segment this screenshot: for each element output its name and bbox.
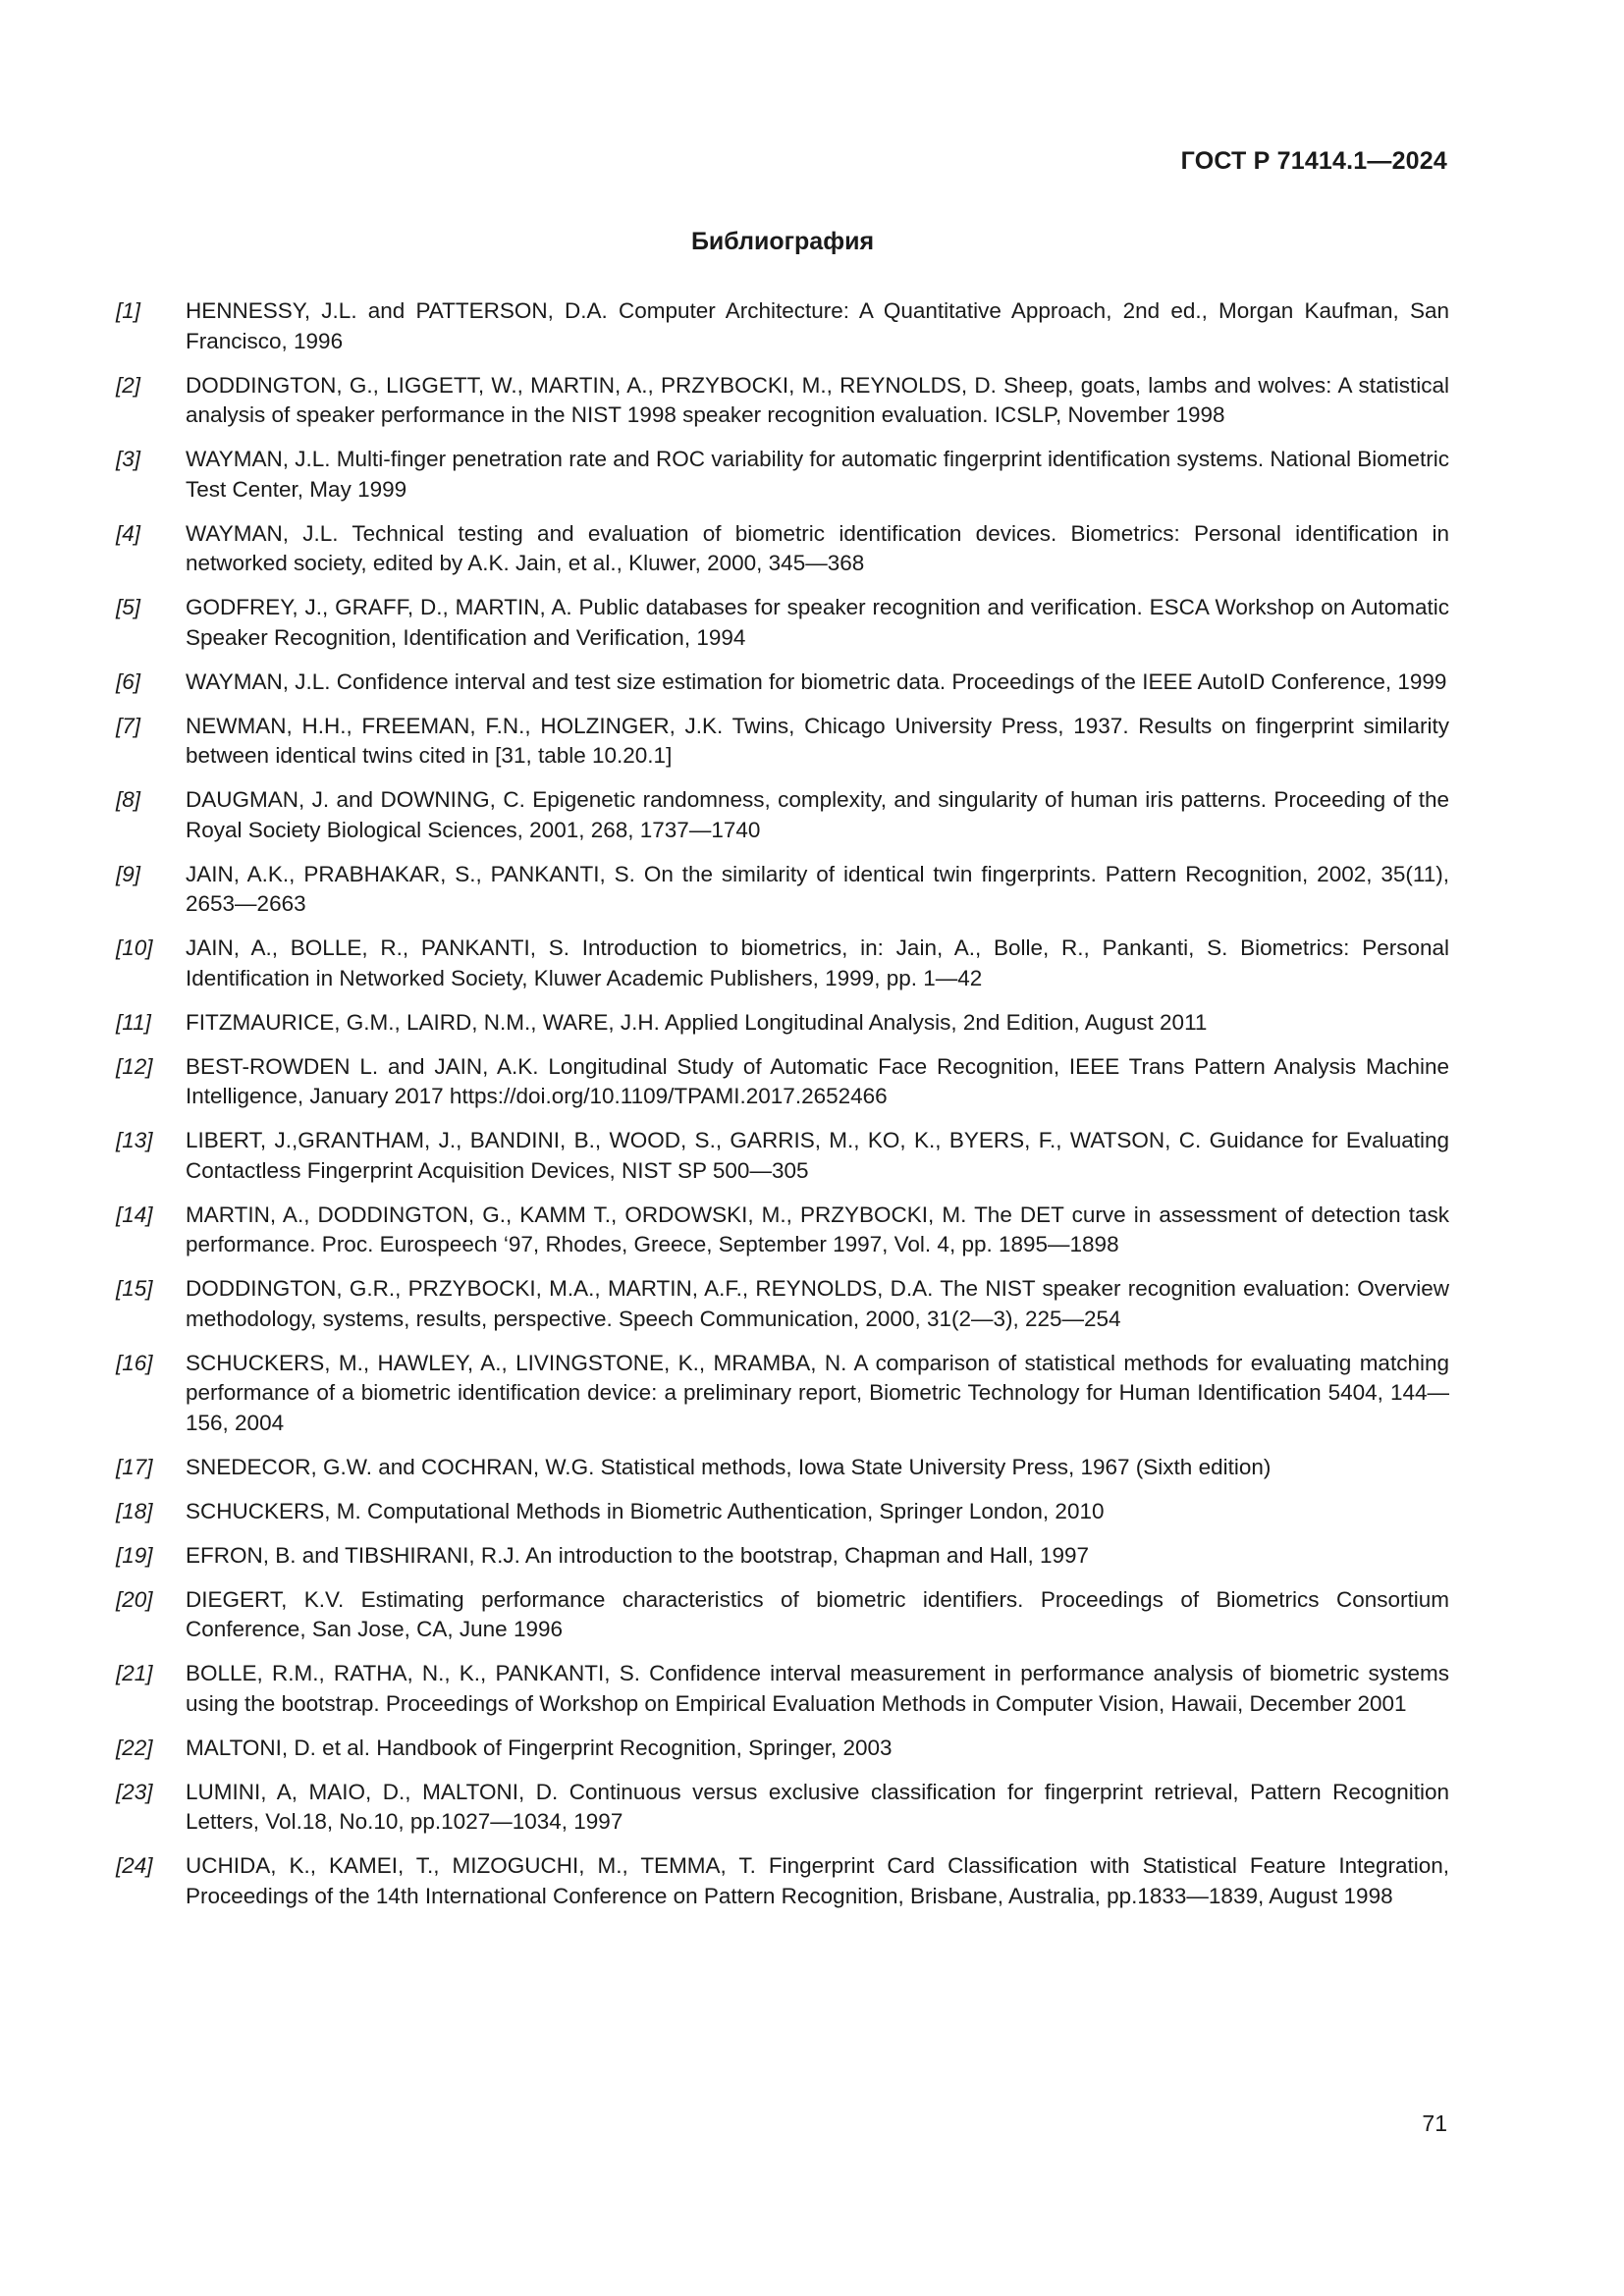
entry-text: WAYMAN, J.L. Multi-finger penetration rate and ROC variability for automatic fingerprint identification systems. National Biometric Test Center, May 1999 [186, 447, 1449, 502]
entry-number: [7] [116, 713, 141, 738]
entry-text: HENNESSY, J.L. and PATTERSON, D.A. Computer Architecture: A Quantitative Approach, 2nd ed., Morgan Kaufman, San Francisco, 1996 [186, 298, 1449, 353]
entry-text: GODFREY, J., GRAFF, D., MARTIN, A. Public databases for speaker recognition and verification. ESCA Workshop on Automatic Speaker Recognition, Identification and Verification, 1994 [186, 595, 1449, 650]
entry-number: [19] [116, 1542, 153, 1568]
entry-text: WAYMAN, J.L. Technical testing and evaluation of biometric identification devices. Biometrics: Personal identification in networked society, edited by A.K. Jain, et al., Kluwer, 2000, 345—368 [186, 520, 1449, 575]
entry-text: LUMINI, A, MAIO, D., MALTONI, D. Continuous versus exclusive classification for fingerprint retrieval, Pattern Recognition Letters, Vol.18, No.10, pp.1027—1034, 1997 [186, 1779, 1449, 1834]
entry-number: [11] [116, 1009, 151, 1035]
entry-number: [14] [116, 1201, 153, 1227]
entry-text: NEWMAN, H.H., FREEMAN, F.N., HOLZINGER, J.K. Twins, Chicago University Press, 1937. Results on fingerprint similarity between identical twins cited in [31, table 10.20.1] [186, 713, 1449, 768]
bibliography-entry [116, 1126, 1449, 1186]
bibliography-entry [116, 296, 1449, 356]
bibliography-entry [116, 371, 1449, 431]
bibliography-entry [116, 1851, 1449, 1911]
bibliography-entry [116, 785, 1449, 845]
bibliography-entry [116, 1349, 1449, 1439]
entry-text: LIBERT, J.,GRANTHAM, J., BANDINI, B., WOOD, S., GARRIS, M., KO, K., BYERS, F., WATSON, C. Guidance for Evaluating Contactless Fingerprint Acquisition Devices, NIST SP 500—305 [186, 1128, 1449, 1183]
page-number: 71 [1422, 2110, 1447, 2136]
bibliography-entry [116, 1585, 1449, 1645]
bibliography-entry [116, 667, 1449, 698]
bibliography-entry [116, 519, 1449, 579]
entry-number: [5] [116, 595, 141, 619]
bibliography-entry [116, 1008, 1449, 1039]
entry-number: [21] [116, 1661, 153, 1685]
entry-text: EFRON, B. and TIBSHIRANI, R.J. An introduction to the bootstrap, Chapman and Hall, 1997 [186, 1542, 1090, 1568]
entry-number: [4] [116, 520, 141, 546]
entry-text: MALTONI, D. et al. Handbook of Fingerprint Recognition, Springer, 2003 [186, 1735, 893, 1760]
bibliography-entry [116, 712, 1449, 772]
entry-number: [2] [116, 372, 141, 398]
bibliography-entry [116, 1274, 1449, 1334]
section-title: Библиография [690, 228, 875, 255]
entry-text: JAIN, A.K., PRABHAKAR, S., PANKANTI, S. On the similarity of identical twin fingerprints. Pattern Recognition, 2002, 35(11), 2653—2663 [186, 861, 1449, 916]
entry-number: [22] [116, 1735, 153, 1760]
entry-number: [8] [116, 787, 141, 812]
entry-number: [15] [116, 1276, 153, 1301]
entry-number: [13] [116, 1128, 153, 1152]
bibliography-entry [116, 1052, 1449, 1112]
document-code: ГОСТ Р 71414.1—2024 [1180, 147, 1447, 175]
entry-number: [9] [116, 861, 141, 886]
bibliography-entry [116, 1201, 1449, 1260]
bibliography-entry [116, 593, 1449, 653]
entry-number: [20] [116, 1586, 153, 1612]
entry-text: SCHUCKERS, M., HAWLEY, A., LIVINGSTONE, K., MRAMBA, N. A comparison of statistical methods for evaluating matching performance of a biometric identification device: a preliminary report, Biometric Technology for Human Identification 5404, 144—156, 2004 [186, 1350, 1449, 1435]
bibliography-entry [116, 1453, 1449, 1483]
entry-number: [18] [116, 1498, 153, 1523]
entry-text: FITZMAURICE, G.M., LAIRD, N.M., WARE, J.H. Applied Longitudinal Analysis, 2nd Edition, August 2011 [186, 1009, 1208, 1035]
entry-number: [1] [116, 298, 141, 323]
bibliography-entry [116, 445, 1449, 505]
bibliography-list [116, 296, 1449, 1926]
entry-text: JAIN, A., BOLLE, R., PANKANTI, S. Introduction to biometrics, in: Jain, A., Bolle, R., Pankanti, S. Biometrics: Personal Identification in Networked Society, Kluwer Academic Publishers, 1999, pp. 1—42 [186, 935, 1449, 990]
entry-text: WAYMAN, J.L. Confidence interval and test size estimation for biometric data. Proceedings of the IEEE AutoID Conference, 1999 [186, 668, 1447, 694]
entry-number: [17] [116, 1454, 153, 1479]
entry-number: [6] [116, 668, 141, 694]
entry-text: MARTIN, A., DODDINGTON, G., KAMM T., ORDOWSKI, M., PRZYBOCKI, M. The DET curve in assessment of detection task performance. Proc. Eurospeech ‘97, Rhodes, Greece, September 1997, Vol. 4, pp. 1895—1898 [186, 1201, 1449, 1256]
entry-text: DAUGMAN, J. and DOWNING, C. Epigenetic randomness, complexity, and singularity of human iris patterns. Proceeding of the Royal Society Biological Sciences, 2001, 268, 1737—1740 [186, 787, 1449, 842]
bibliography-entry [116, 1541, 1449, 1572]
entry-number: [24] [116, 1853, 153, 1878]
entry-text: SCHUCKERS, M. Computational Methods in Biometric Authentication, Springer London, 2010 [186, 1498, 1105, 1523]
entry-text: BOLLE, R.M., RATHA, N., K., PANKANTI, S. Confidence interval measurement in performance analysis of biometric systems using the bootstrap. Proceedings of Workshop on Empirical Evaluation Methods in Computer Vision, Hawaii, December 2001 [186, 1661, 1449, 1716]
entry-number: [10] [116, 935, 153, 960]
bibliography-entry [116, 1778, 1449, 1838]
bibliography-entry [116, 1659, 1449, 1719]
entry-text: UCHIDA, K., KAMEI, T., MIZOGUCHI, M., TEMMA, T. Fingerprint Card Classification with Statistical Feature Integration, Proceedings of the 14th International Conference on Pattern Recognition, Brisbane, Australia, pp.1833—1839, August 1998 [186, 1853, 1449, 1908]
bibliography-entry [116, 1497, 1449, 1527]
entry-number: [16] [116, 1350, 153, 1375]
entry-text: DODDINGTON, G., LIGGETT, W., MARTIN, A., PRZYBOCKI, M., REYNOLDS, D. Sheep, goats, lambs and wolves: A statistical analysis of speaker performance in the NIST 1998 speaker recognition evaluation. ICSLP, November 1998 [186, 372, 1449, 427]
entry-text: SNEDECOR, G.W. and COCHRAN, W.G. Statistical methods, Iowa State University Press, 1967 (Sixth edition) [186, 1454, 1272, 1479]
bibliography-entry [116, 860, 1449, 920]
entry-number: [23] [116, 1779, 153, 1804]
bibliography-entry [116, 934, 1449, 993]
entry-number: [12] [116, 1053, 153, 1079]
entry-text: BEST-ROWDEN L. and JAIN, A.K. Longitudinal Study of Automatic Face Recognition, IEEE Trans Pattern Analysis Machine Intelligence, January 2017 https://doi.org/10.1109/TPAMI.2017.2652466 [186, 1053, 1449, 1108]
entry-text: DIEGERT, K.V. Estimating performance characteristics of biometric identifiers. Proceedings of Biometrics Consortium Conference, San Jose, CA, June 1996 [186, 1586, 1449, 1641]
entry-text: DODDINGTON, G.R., PRZYBOCKI, M.A., MARTIN, A.F., REYNOLDS, D.A. The NIST speaker recognition evaluation: Overview methodology, systems, results, perspective. Speech Communication, 2000, 31(2—3), 225—254 [186, 1276, 1449, 1331]
bibliography-entry [116, 1734, 1449, 1764]
entry-number: [3] [116, 447, 141, 471]
